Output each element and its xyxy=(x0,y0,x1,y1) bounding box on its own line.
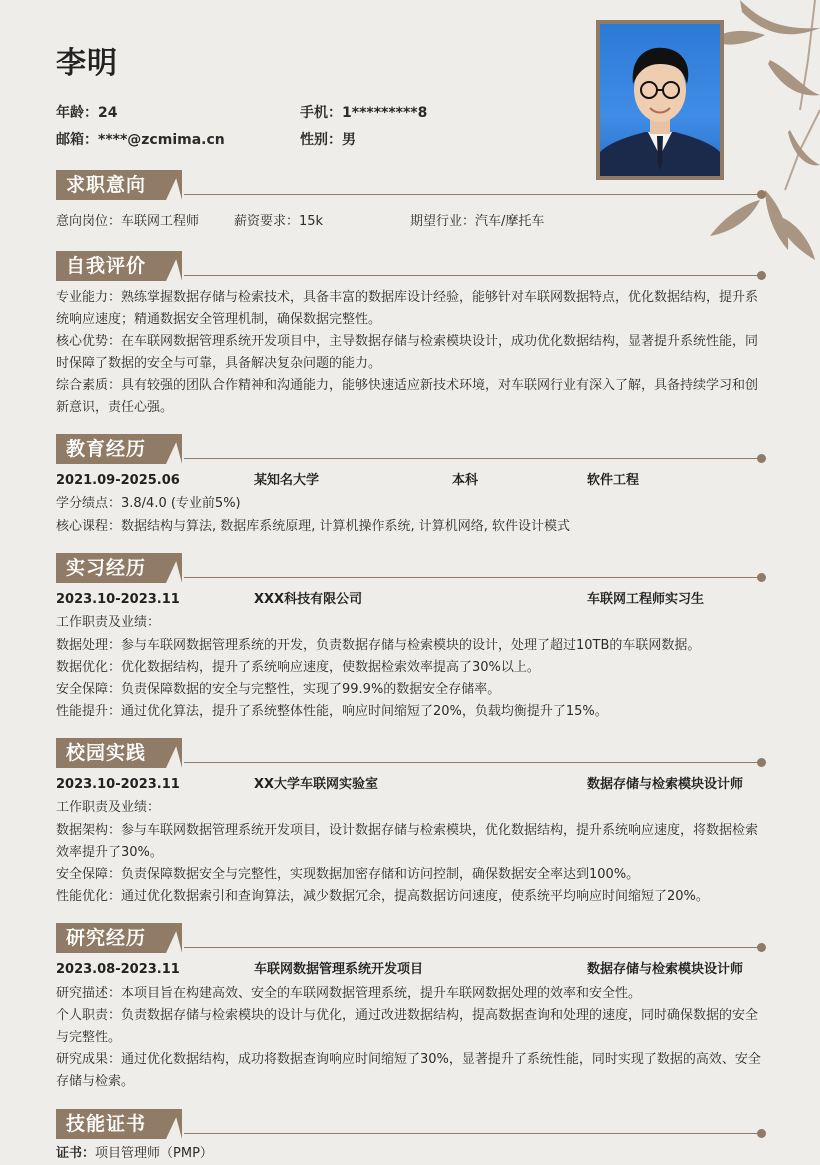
email-info xyxy=(56,129,225,149)
section-dot xyxy=(757,943,766,952)
section-header-research xyxy=(56,923,766,953)
section-dot xyxy=(757,573,766,582)
section-title: 自我评价 xyxy=(66,255,147,277)
campus-duties-label: 工作职责及业绩： xyxy=(56,800,161,815)
gender-label: 性别： xyxy=(300,132,342,148)
campus-entry-header xyxy=(56,774,766,796)
section-header-self-eval xyxy=(56,251,766,281)
cert-value: 项目管理师（PMP） xyxy=(95,1146,213,1161)
section-title: 研究经历 xyxy=(66,927,147,949)
research-entry-header xyxy=(56,959,766,981)
internship-entry-header xyxy=(56,589,766,611)
section-title-box xyxy=(56,434,166,464)
section-title-box xyxy=(56,553,166,583)
phone-value: 1*********8 xyxy=(342,105,428,121)
section-title: 求职意向 xyxy=(66,174,147,196)
phone-label: 手机： xyxy=(300,105,342,121)
research-role: 数据存储与检索模块设计师 xyxy=(587,962,744,977)
section-divider xyxy=(184,762,760,763)
campus-role: 数据存储与检索模块设计师 xyxy=(587,777,744,792)
intent-position: 意向岗位：车联网工程师 xyxy=(56,214,200,229)
section-dot xyxy=(757,271,766,280)
intent-industry: 期望行业：汽车/摩托车 xyxy=(410,214,545,229)
section-stripe-icon xyxy=(168,251,182,281)
section-stripe-icon xyxy=(168,553,182,583)
section-title: 校园实践 xyxy=(66,742,147,764)
section-header-internship xyxy=(56,553,766,583)
internship-role: 车联网工程师实习生 xyxy=(587,592,705,607)
gender-info xyxy=(300,129,356,149)
section-dot xyxy=(757,1129,766,1138)
internship-line-3: 安全保障：负责保障数据的安全与完整性，实现了99.9%的数据安全存储率。 xyxy=(56,682,501,697)
education-school: 某知名大学 xyxy=(254,473,320,488)
section-dot xyxy=(757,454,766,463)
education-entry-header xyxy=(56,470,766,492)
avatar xyxy=(600,24,720,176)
section-title-box xyxy=(56,251,166,281)
candidate-name: 李明 xyxy=(56,46,118,81)
education-period: 2021.09-2025.06 xyxy=(56,473,180,488)
education-courses: 核心课程：数据结构与算法, 数据库系统原理, 计算机操作系统, 计算机网络, 软件设计模式 xyxy=(56,519,571,534)
section-stripe-icon xyxy=(168,1109,182,1139)
section-header-campus xyxy=(56,738,766,768)
education-degree: 本科 xyxy=(452,473,479,488)
section-divider xyxy=(184,458,760,459)
section-title: 实习经历 xyxy=(66,557,147,579)
research-description: 研究描述：本项目旨在构建高效、安全的车联网数据管理系统，提升车联网数据处理的效率和安全性。 xyxy=(56,986,642,1001)
age-info xyxy=(56,102,117,122)
gender-value: 男 xyxy=(342,132,356,148)
education-gpa: 学分绩点：3.8/4.0 (专业前5%) xyxy=(56,496,241,511)
self-eval-professional: 专业能力：熟练掌握数据存储与检索技术，具备丰富的数据库设计经验，能够针对车联网数据特点，优化数据结构，提升系统响应速度；精通数据安全管理机制，确保数据完整性。 xyxy=(56,290,759,327)
internship-line-2: 数据优化：优化数据结构，提升了系统响应速度，使数据检索效率提高了30%以上。 xyxy=(56,660,540,675)
section-dot xyxy=(757,190,766,199)
section-title: 教育经历 xyxy=(66,438,147,460)
section-divider xyxy=(184,577,760,578)
internship-duties-label: 工作职责及业绩： xyxy=(56,615,161,630)
research-period: 2023.08-2023.11 xyxy=(56,962,180,977)
research-results: 研究成果：通过优化数据结构，成功将数据查询响应时间缩短了30%，显著提升了系统性能，同时实现了数据的高效、安全存储与检索。 xyxy=(56,1052,761,1089)
section-divider xyxy=(184,194,760,195)
cert-label: 证书： xyxy=(56,1146,96,1161)
self-eval-strengths: 核心优势：在车联网数据管理系统开发项目中，主导数据存储与检索模块设计，成功优化数据结构，显著提升系统性能，同时保障了数据的安全与可靠，具备解决复杂问题的能力。 xyxy=(56,334,759,371)
section-stripe-icon xyxy=(168,738,182,768)
section-title-box xyxy=(56,170,166,200)
campus-period: 2023.10-2023.11 xyxy=(56,777,180,792)
research-project: 车联网数据管理系统开发项目 xyxy=(254,962,424,977)
section-title-box xyxy=(56,1109,166,1139)
campus-org: XX大学车联网实验室 xyxy=(254,777,379,792)
email-label: 邮箱： xyxy=(56,132,98,148)
research-responsibility: 个人职责：负责数据存储与检索模块的设计与优化，通过改进数据结构，提高数据查询和处理的速度，同时确保数据的安全与完整性。 xyxy=(56,1008,759,1045)
section-dot xyxy=(757,758,766,767)
section-divider xyxy=(184,275,760,276)
section-title-box xyxy=(56,738,166,768)
section-divider xyxy=(184,947,760,948)
internship-company: XXX科技有限公司 xyxy=(254,592,363,607)
section-title-box xyxy=(56,923,166,953)
skills-cert-row xyxy=(56,1143,766,1165)
internship-line-1: 数据处理：参与车联网数据管理系统的开发，负责数据存储与检索模块的设计，处理了超过10TB的车联网数据。 xyxy=(56,638,701,653)
self-eval-qualities: 综合素质：具有较强的团队合作精神和沟通能力，能够快速适应新技术环境，对车联网行业有深入了解，具备持续学习和创新意识，责任心强。 xyxy=(56,378,759,415)
campus-line-1: 数据架构：参与车联网数据管理系统开发项目，设计数据存储与检索模块，优化数据结构，提升系统响应速度，将数据检索效率提升了30%。 xyxy=(56,823,759,860)
section-stripe-icon xyxy=(168,923,182,953)
education-major: 软件工程 xyxy=(587,473,640,488)
section-stripe-icon xyxy=(168,170,182,200)
section-header-skills xyxy=(56,1109,766,1139)
email-value: ****@zcmima.cn xyxy=(98,132,225,148)
section-header-intent xyxy=(56,170,766,200)
section-divider xyxy=(184,1133,760,1134)
age-value: 24 xyxy=(98,105,118,121)
campus-line-3: 性能优化：通过优化数据索引和查询算法，减少数据冗余，提高数据访问速度，使系统平均响应时间缩短了20%。 xyxy=(56,889,709,904)
section-stripe-icon xyxy=(168,434,182,464)
avatar-portrait xyxy=(600,24,720,176)
section-header-education xyxy=(56,434,766,464)
section-title: 技能证书 xyxy=(66,1113,147,1135)
avatar-frame xyxy=(596,20,724,180)
campus-line-2: 安全保障：负责保障数据安全与完整性，实现数据加密存储和访问控制，确保数据安全率达到100%。 xyxy=(56,867,640,882)
internship-line-4: 性能提升：通过优化算法，提升了系统整体性能，响应时间缩短了20%，负载均衡提升了15%。 xyxy=(56,704,608,719)
intent-salary: 薪资要求：15k xyxy=(234,214,324,229)
phone-info xyxy=(300,102,427,122)
age-label: 年龄： xyxy=(56,105,98,121)
internship-period: 2023.10-2023.11 xyxy=(56,592,180,607)
